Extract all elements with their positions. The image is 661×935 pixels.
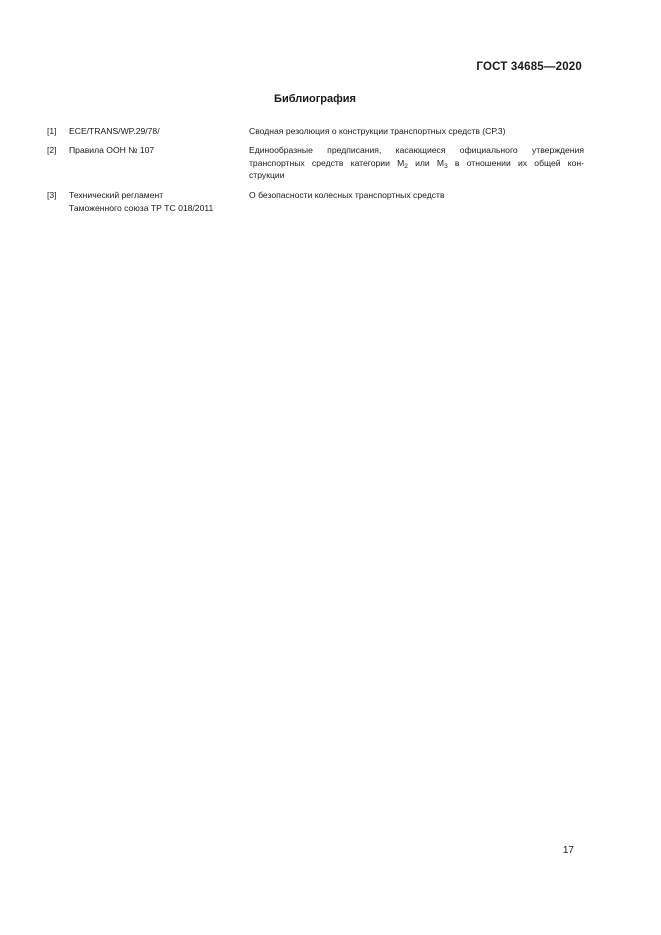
category-subscript: 2 bbox=[404, 162, 408, 170]
page-number: 17 bbox=[562, 845, 574, 856]
document-header-code: ГОСТ 34685—2020 bbox=[476, 61, 582, 73]
entry-reference bbox=[69, 125, 249, 138]
description-text: в отношении их общей кон- bbox=[447, 157, 585, 168]
description-text: транспортных средств категории М bbox=[249, 157, 405, 168]
category-subscript: 3 bbox=[444, 162, 448, 170]
entry-number: [2] bbox=[47, 145, 57, 155]
entry-reference bbox=[69, 144, 249, 157]
description-line: Единообразные предписания, касающиеся официального утверждения bbox=[249, 145, 584, 155]
entry-reference bbox=[69, 189, 249, 214]
description-text: или М bbox=[407, 157, 445, 168]
entry-reference-line: Технический регламент bbox=[69, 190, 164, 200]
description-line: струкции bbox=[249, 170, 285, 181]
description-line bbox=[249, 157, 584, 170]
bibliography-title: Библиография bbox=[274, 93, 356, 105]
entry-description: Сводная резолюция о конструкции транспортных средств (СР.3) bbox=[249, 126, 506, 136]
entry-number: [3] bbox=[47, 190, 57, 200]
entry-reference-line: ECE/TRANS/WP.29/78/ bbox=[69, 126, 160, 136]
entry-description bbox=[249, 144, 584, 182]
entry-reference-line: Таможенного союза ТР ТС 018/2011 bbox=[69, 202, 214, 213]
entry-number: [1] bbox=[47, 126, 57, 136]
entry-description: О безопасности колесных транспортных средств bbox=[249, 190, 445, 200]
entry-reference-line: Правила ООН № 107 bbox=[69, 145, 155, 155]
